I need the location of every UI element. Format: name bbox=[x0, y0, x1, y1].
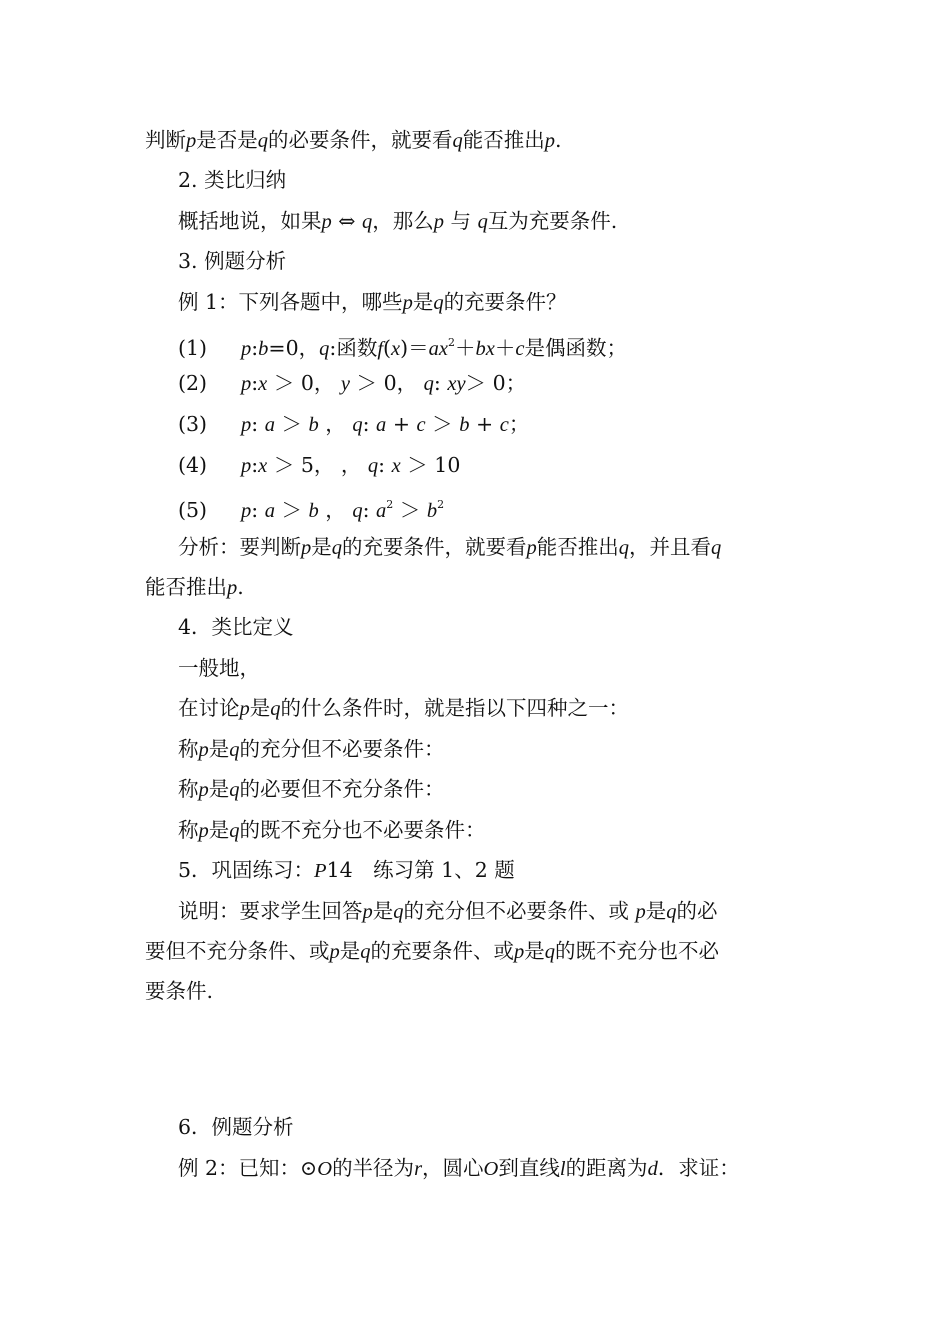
section-5-heading: 5．巩固练习：P14 练习第 1、2 题 bbox=[178, 858, 515, 882]
explanation-line-2: 要但不充分条件、或p是q的充要条件、或p是q的既不充分也不必 bbox=[145, 939, 719, 963]
necessary-condition-line: 判断p是否是q的必要条件，就要看q能否推出p. bbox=[145, 128, 562, 152]
example-1-prompt: 例 1：下列各题中，哪些p是q的充要条件？ bbox=[178, 290, 567, 314]
condition-case: 称p是q的既不充分也不必要条件： bbox=[178, 818, 486, 842]
section-2-heading: 2. 类比归纳 bbox=[178, 168, 287, 192]
iff-summary-line: 概括地说，如果p ⇔ q，那么p 与 q互为充要条件. bbox=[178, 209, 618, 233]
example-item: (4) p:x ＞ 5， ， q: x ＞ 10 bbox=[178, 453, 461, 477]
condition-case: 称p是q的充分但不必要条件： bbox=[178, 737, 445, 761]
section-4-intro: 一般地， bbox=[178, 656, 260, 680]
explanation-line-3: 要条件. bbox=[145, 979, 214, 1003]
iff-arrow-icon: ⇔ bbox=[338, 209, 356, 233]
analysis-line-2: 能否推出p. bbox=[145, 575, 244, 599]
analysis-line-1: 分析：要判断p是q的充要条件，就要看p能否推出q，并且看q bbox=[178, 535, 722, 559]
condition-case: 称p是q的必要但不充分条件： bbox=[178, 777, 445, 801]
example-item: (3) p: a ＞ b ， q: a + c ＞ b + c； bbox=[178, 412, 530, 436]
example-2-prompt: 例 2：已知：⊙O的半径为r，圆心O到直线l的距离为d．求证： bbox=[178, 1156, 740, 1180]
example-item: (5) p: a ＞ b ， q: $a^2 > b^2$ bbox=[178, 498, 445, 522]
section-3-heading: 3. 例题分析 bbox=[178, 249, 287, 273]
example-item: (1) p:b=0，q:函数$f(x)=ax^2+bx+c$是偶函数； bbox=[178, 336, 627, 360]
example-item: (2) p:x ＞ 0， y ＞ 0， q: xy＞ 0； bbox=[178, 371, 527, 395]
explanation-line-1: 说明：要求学生回答p是q的充分但不必要条件、或 p是q的必 bbox=[178, 899, 718, 923]
section-6-heading: 6．例题分析 bbox=[178, 1115, 294, 1139]
section-4-heading: 4．类比定义 bbox=[178, 615, 294, 639]
section-4-definition: 在讨论p是q的什么条件时，就是指以下四种之一： bbox=[178, 696, 629, 720]
